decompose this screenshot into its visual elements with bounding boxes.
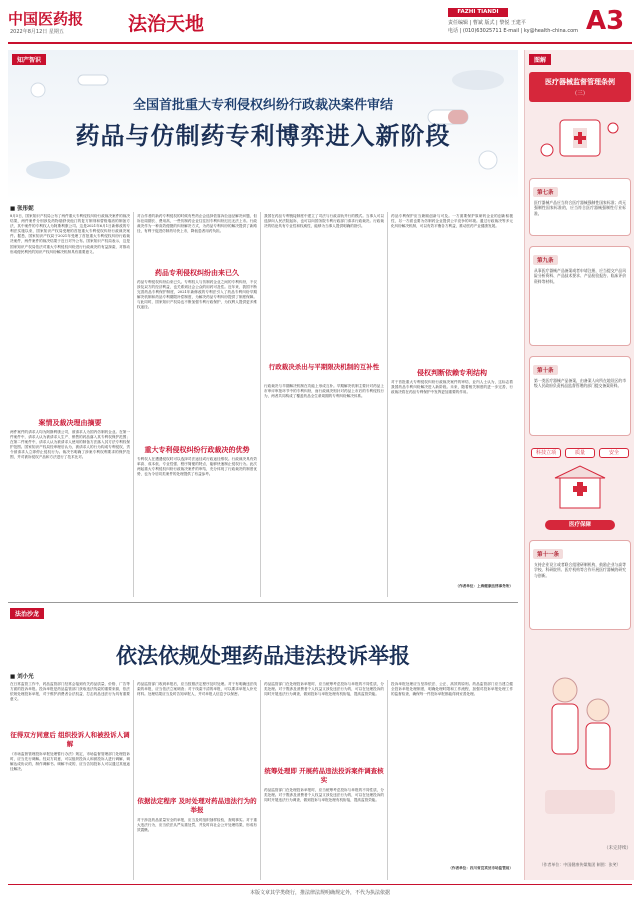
column-divider — [387, 212, 388, 597]
note-box-1 — [529, 178, 631, 236]
top-col4-a: 药品专利保护应当兼顾创新与可及。一方面要保护原研药企业的创新积极性，另一方面也要为仿制药企业提供公平竞争的环境。通过行政裁决等多元化纠纷解决机制，可以有效平衡各方利益，推动医药产业健康发展。 — [391, 214, 513, 229]
section-title: 法治天地 — [128, 13, 205, 35]
byline-name: 张彤妮 — [17, 206, 34, 212]
note-1-title: 第七条 — [533, 187, 558, 197]
medical-device-icon — [535, 110, 625, 170]
bottom-subhead-2: 依据法定程序 及时处理对药品违法行为的举报 — [137, 797, 257, 814]
note-3-text: 第一类医疗器械产品备案，由备案人向所在地设区的市级人民政府负责药品监督管理的部门提交备案资料。 — [534, 378, 626, 389]
note-1-text: 医疗器械产品应当符合医疗器械强制性国家标准；尚无强制性国家标准的，应当符合医疗器械强制性行业标准。 — [534, 200, 626, 216]
bottom-col4: 投诉举报处理应当坚持依法、公正、高效的原则。药品监管部门应当建立健全投诉举报处理制度，明确处理时限和工作流程，加强对投诉举报处理工作的监督检查，确保每一件投诉举报都能得到妥善处理。 — [391, 682, 513, 697]
bottom-col1-b: 《市场监督管理投诉举报处理暂行办法》规定，市场监督管理部门处理投诉时，应当先行调解。经双方同意，可以组织投诉人和被投诉人进行调解，调解达成协议的，制作调解书。调解不成的，应当告知投诉人可以通过其他途径解决。 — [10, 752, 130, 772]
banner-image — [8, 50, 518, 200]
date-line: 2022年8月12日 星期五 — [10, 29, 64, 35]
bottom-author-note: （作者单位：四川省宜宾县市场监管局） — [448, 866, 513, 870]
column-tag: 知产智识 — [12, 54, 46, 65]
sidebar-caption: （作者单位：中国健康传媒集团 制图：张笑） — [539, 862, 621, 867]
footer-rule — [8, 884, 632, 885]
sidebar-column-tag: 图解 — [529, 54, 551, 65]
bottom-col2-b: 对于涉及药品质量安全的举报，应当及时组织抽样检验，查明事实。对于重大违法行为，应当依法从严从重处罚，并及时向社会公开处理结果，形成有效震慑。 — [137, 818, 257, 833]
sidebar-subtitle: （三） — [571, 91, 589, 97]
author-note: （作者单位：上海健康法律事务所） — [455, 584, 513, 588]
note-box-2 — [529, 246, 631, 346]
bottom-col3-b: 药品监管部门在处理投诉举报时，应当统筹考虑投诉与举报的不同性质，分类处理。对于既涉及消费者个人权益又涉及违法行为的，可以在处理投诉的同时开展违法行为调查，做到投诉与举报处理有机衔接，提高监管效能。 — [264, 788, 384, 803]
bottom-subhead-1: 征得双方同意后 组织投诉人和被投诉人调解 — [10, 731, 130, 748]
doctors-illustration — [540, 650, 620, 830]
note-box-3 — [529, 356, 631, 436]
top-col3-b: 行政裁决与早期解决机制在功能上形成互补。早期解决机制主要针对药品上市审评审批环节中的专利纠纷，而行政裁决则针对药品上市后的专利侵权行为，两者共同构成了覆盖药品全生命周期的专利纠纷解决体系。 — [264, 384, 384, 399]
note-2-title: 第九条 — [533, 255, 558, 265]
footer-line: 本版文章其学类绕行，推法律法规明确规定外，不代为执法依据 — [249, 890, 390, 896]
article-divider — [8, 602, 518, 603]
pill-medical-security: 医疗保障 — [545, 520, 615, 530]
note-box-4 — [529, 540, 631, 630]
note-3-title: 第十条 — [533, 365, 558, 375]
byline: ■ 张彤妮 — [10, 206, 34, 212]
top-col2-a: 对合作者的新药专利侵权的时候有些药企会选择依靠诉讼途径解决问题，但诉讼周期长、费用高，一些仿制药企业往往因专利纠纷迟迟无法上市。行政裁决作为一种高效便捷的纠纷解决方式，为药品专利纠纷的解决提供了新路径，有利于促进仿制药尽快上市，降低患者用药负担。 — [137, 214, 257, 234]
note-4-text: 支持企业设立或者联合组建研制机构，鼓励企业与高等学校、科研院所、医疗机构等合作开展医疗器械的研究与创新。 — [534, 562, 626, 578]
tag-safety: 安全 — [599, 448, 629, 458]
note-4-title: 第十一条 — [533, 549, 563, 559]
kicker: 全国首批重大专利侵权纠纷行政裁决案件审结 — [132, 98, 393, 113]
sidebar-title: 医疗器械监督管理条例 — [545, 78, 615, 86]
top-col2-b: 药品专利侵权纠纷由来已久。专利权人与仿制药企业之间的专利纠纷，不仅涉及双方的经济利益，也关系到社会公众的用药可及性。近年来，我国不断完善药品专利保护制度，2021年新修改的专利法引入了药品专利纠纷早期解决机制和药品专利期限补偿制度，为解决药品专利纠纷提供了制度保障。与此同时，国家知识产权局也不断加强专利行政保护，为权利人提供更多维权途径。 — [137, 280, 257, 310]
note-2-text: 从事医疗器械产品备案或者申请注册，应当提交产品风险分析资料、产品技术要求、产品检验报告、临床评价资料等材料。 — [534, 268, 626, 284]
headline: 药品与仿制药专利博弈进入新阶段 — [75, 121, 451, 150]
column-divider — [133, 212, 134, 597]
tag-quality: 质量 — [565, 448, 595, 458]
top-col1-a: 8月5日，国家知识产权局公布了两件重大专利侵权纠纷行政裁决案件的裁决结果，两件案件分别涉及药物瑞舒伐他汀的复方制剂和替格瑞洛的制备方法，其中案件的专利权人为阿斯利康公司。这是2021年6月1日新修改的专利法实施以来，国家知识产权局受理的首批重大专利侵权纠纷行政裁决案件。据悉，国家知识产权局于2021年受理了首批重大专利侵权纠纷行政裁决案件，两件案件的裁决结果于近日对外公布。国家知识产权局表示，这是国家知识产权局依法对重大专利侵权纠纷进行行政裁决的有益探索，对推动形成便民利民的知识产权纠纷解决机制具有重要意义。 — [10, 214, 130, 254]
sidebar-footer-note: （未完待续） — [604, 846, 631, 851]
masthead — [8, 6, 632, 42]
column-divider — [387, 680, 388, 880]
masthead-rule — [8, 42, 632, 44]
page-number: A3 — [586, 6, 625, 36]
subhead-3: 重大专利侵权纠纷行政裁决的优势 — [144, 446, 250, 454]
column-divider — [260, 212, 261, 597]
column-divider — [133, 680, 134, 880]
bottom-headline: 依法依规处理药品违法投诉举报 — [116, 643, 410, 668]
top-col3-a: 我国在药品专利链接制度中建立了司法与行政双轨并行的模式。当事人可以选择向人民法院起诉，也可以向国务院专利行政部门请求行政裁决。行政裁决的结论具有专业性和权威性，能够为当事人提供明确的指引。 — [264, 214, 384, 229]
bottom-byline-name: 刘小光 — [17, 674, 34, 680]
editor-line: 责任编辑 | 曹斌 版式 | 黎悦 王建平 — [448, 20, 526, 26]
bottom-col2: 药品监管部门收到举报后，应当按照法定程序及时处理。对于有明确违法线索的举报，应当依法立案调查；对于线索不清的举报，可以要求举报人补充材料。处理结果应当及时告知举报人，并对举报人信息予以保密。 — [137, 682, 257, 697]
section-tag: FAZHI TIANDI — [448, 8, 508, 17]
paper-name: 中国医药报 — [8, 10, 84, 28]
title-ribbon — [529, 72, 631, 102]
top-col1-b: 两件案件的请求人均为阿斯利康公司，被请求人为国内仿制药企业。在第一件案件中，请求人认为被请求人生产、销售的药品落入其专利权保护范围；在第二件案件中，请求人认为被请求人使用的制备方法落入其方法专利权保护范围。国家知识产权局经审理后认为，被请求人的行为构成专利侵权，责令被请求人立即停止侵权行为。裁决书明确了涉案专利权利要求的保护范围，并对被诉侵权产品和方法进行了技术比对。 — [10, 430, 130, 460]
subhead-4: 行政裁决杀出与平期限决机制的互补性 — [268, 363, 380, 371]
sidebar-infographic — [524, 50, 634, 880]
bottom-subhead-3: 统筹处理即 开展药品违法投诉案件调查核实 — [264, 767, 384, 784]
subhead-2: 药品专利侵权纠纷由来已久 — [155, 269, 239, 277]
tag-tech: 科技立项 — [531, 448, 561, 458]
hospital-icon — [545, 464, 615, 514]
top-col4-b: 对于首批重大专利侵权纠纷行政裁决案件的审结，业内人士认为，这标志着我国药品专利纠纷解决进入新阶段。未来，随着相关制度的进一步完善，行政裁决将在药品专利保护中发挥更加重要的作用。 — [391, 380, 513, 395]
bottom-col1: 在日常监管工作中，药品监管部门经常会接到有关药品质量、价格、广告等方面的投诉举报。投诉举报是药品监管部门获取违法线索的重要来源，依法依规处理投诉举报，对于维护消费者合法权益、打击药品违法行为具有重要意义。 — [10, 682, 130, 702]
subhead-5: 侵权判断依赖专利结构 — [417, 369, 487, 377]
subhead-1: 案情及裁决理由摘要 — [38, 419, 102, 427]
column-divider — [260, 680, 261, 880]
contact-line: 电话 | (010)63025711 E-mail | ky@health-china.com — [448, 28, 579, 34]
top-col2-c: 专利权人在遭遇侵权时可以选择司法途径或行政途径维权。行政裁决具有效率高、成本低、专业性强、程序简便的特点，能够快速制止侵权行为。此次两起重大专利侵权纠纷行政裁决案件的审结，充分体现了行政裁决的制度优势，也为今后同类案件的处理提供了有益参考。 — [137, 457, 257, 477]
bottom-byline: ■ 刘小光 — [10, 674, 34, 680]
bottom-col3-a: 药品监管部门在处理投诉举报时，应当统筹考虑投诉与举报的不同性质，分类处理。对于既涉及消费者个人权益又涉及违法行为的，可以在处理投诉的同时开展违法行为调查，做到投诉与举报处理有机衔接，提高监管效能。 — [264, 682, 384, 697]
bottom-column-tag: 法治沙龙 — [10, 608, 44, 619]
